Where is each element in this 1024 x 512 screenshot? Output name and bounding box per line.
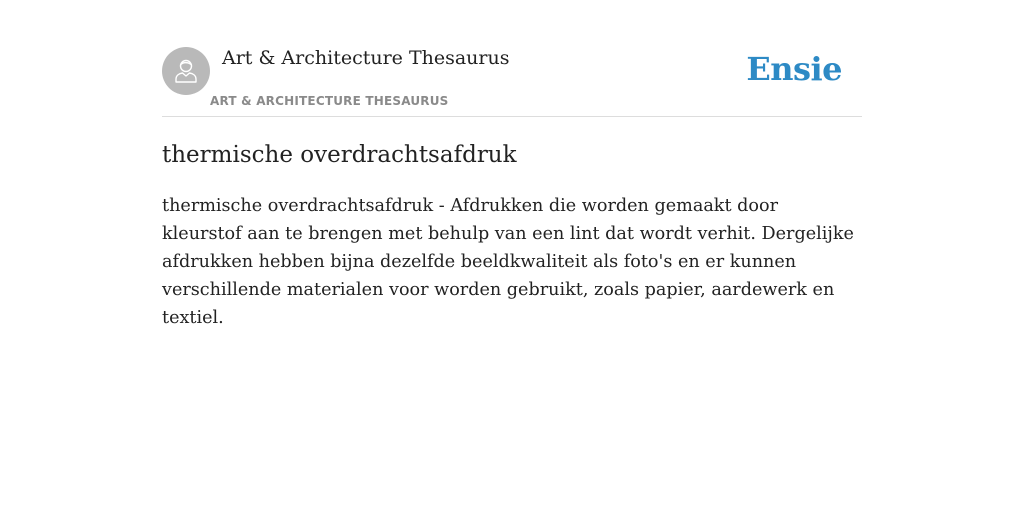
author-avatar[interactable] <box>162 47 210 95</box>
entry-header <box>162 0 862 117</box>
user-silhouette-icon <box>171 56 201 86</box>
entry-definition: thermische overdrachtsafdruk - Afdrukken die worden gemaakt door kleurstof aan te brengen met behulp van een lint dat wordt verhit. Dergelijke afdrukken hebben bijna dezelfde beeldkwaliteit als foto's en er kunnen verschillende materialen voor worden gebruikt, zoals papier, aardewerk en textiel. <box>162 196 854 328</box>
page-container <box>162 0 862 328</box>
ensie-logo[interactable]: Ensie <box>746 50 842 88</box>
source-label: ART & ARCHITECTURE THESAURUS <box>210 94 449 108</box>
author-name-link[interactable]: Art & Architecture Thesaurus <box>222 47 510 69</box>
entry-title: thermische overdrachtsafdruk <box>162 142 517 168</box>
